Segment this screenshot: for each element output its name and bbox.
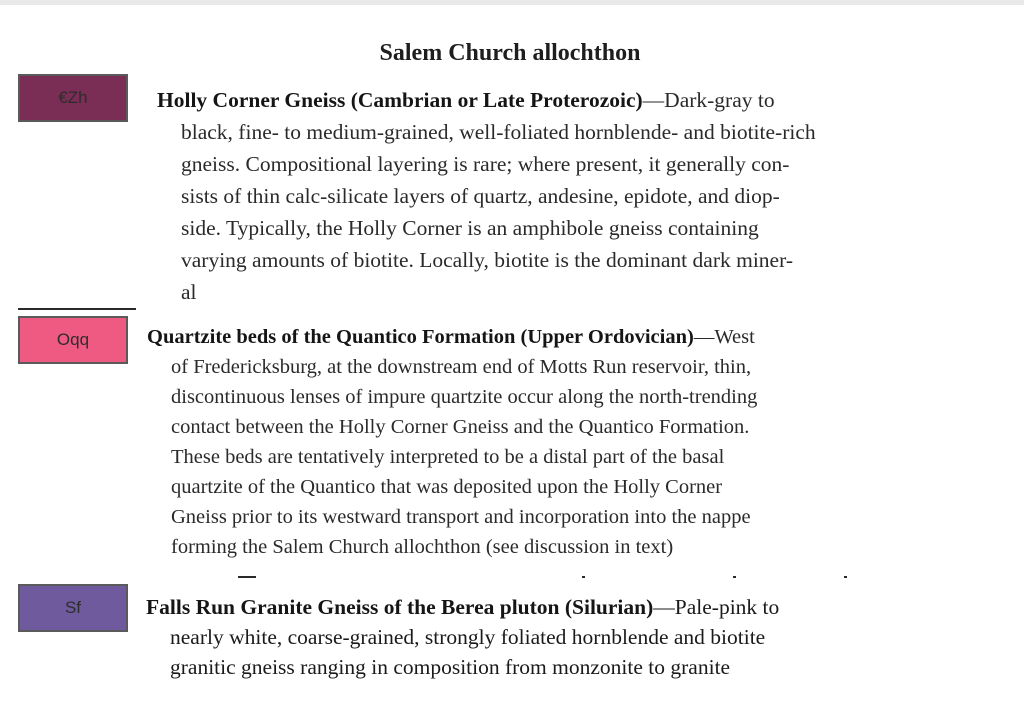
print-mark	[844, 576, 847, 578]
unit-title: Quartzite beds of the Quantico Formation (Upper Ordovician)	[147, 326, 694, 348]
unit-text-line: granitic gneiss ranging in composition from monzonite to granite	[170, 655, 731, 679]
unit-text-line: forming the Salem Church allochthon (see discussion in text)	[171, 536, 674, 558]
print-mark	[582, 576, 585, 578]
divider-rule	[18, 308, 136, 310]
unit-swatch-sf	[18, 584, 128, 632]
unit-text-line: discontinuous lenses of impure quartzite occur along the north-trending	[171, 386, 758, 408]
unit-first-rest: —Dark-gray to	[642, 88, 775, 112]
unit-description-sf	[146, 592, 946, 682]
unit-first-line	[157, 84, 1012, 116]
unit-text-line: These beds are tentatively interpreted to be a distal part of the basal	[171, 446, 725, 468]
unit-text-line: gneiss. Compositional layering is rare; where present, it generally con-	[181, 152, 790, 176]
unit-text-line: nearly white, coarse-grained, strongly foliated hornblende and biotite	[170, 625, 766, 649]
unit-description-czh	[157, 84, 1012, 308]
unit-text-line: of Fredericksburg, at the downstream end of Motts Run reservoir, thin,	[171, 356, 752, 378]
unit-text-line: Gneiss prior to its westward transport and incorporation into the nappe	[171, 506, 751, 528]
unit-symbol: Sf	[64, 598, 82, 617]
print-mark	[733, 576, 736, 578]
unit-first-line	[147, 322, 947, 352]
unit-title: Falls Run Granite Gneiss of the Berea pluton (Silurian)	[146, 595, 654, 619]
unit-symbol: €Zh	[58, 88, 88, 107]
unit-text-line: al	[181, 280, 197, 304]
unit-first-line	[146, 592, 946, 622]
unit-swatch-czh	[18, 74, 128, 122]
unit-text-line: black, fine- to medium-grained, well-foliated hornblende- and biotite-rich	[181, 120, 816, 144]
top-edge	[0, 0, 1024, 5]
section-heading: Salem Church allochthon	[379, 40, 641, 66]
unit-text-line: side. Typically, the Holly Corner is an amphibole gneiss containing	[181, 216, 759, 240]
unit-text-line: quartzite of the Quantico that was deposited upon the Holly Corner	[171, 476, 723, 498]
unit-text-line: varying amounts of biotite. Locally, biotite is the dominant dark miner-	[181, 248, 793, 272]
print-mark	[238, 576, 256, 578]
unit-first-rest: —West	[693, 326, 755, 348]
unit-first-rest: —Pale-pink to	[653, 595, 780, 619]
unit-text-line: sists of thin calc-silicate layers of quartz, andesine, epidote, and diop-	[181, 184, 780, 208]
unit-description-oqq	[147, 322, 947, 562]
unit-title: Holly Corner Gneiss (Cambrian or Late Proterozoic)	[157, 88, 643, 112]
unit-swatch-oqq	[18, 316, 128, 364]
unit-symbol: Oqq	[56, 330, 90, 349]
unit-text-line: contact between the Holly Corner Gneiss and the Quantico Formation.	[171, 416, 750, 438]
